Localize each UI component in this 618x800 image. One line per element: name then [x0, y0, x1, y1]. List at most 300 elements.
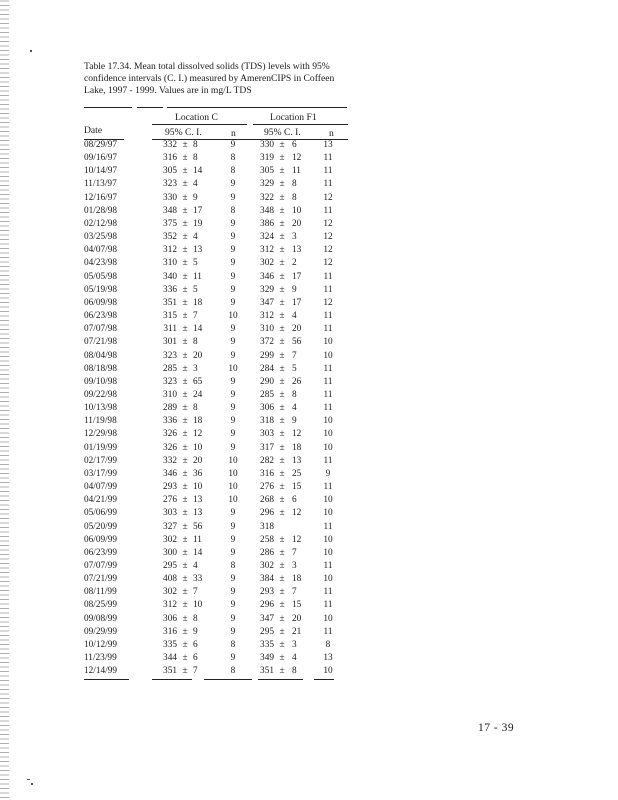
cell-location-c-plus-minus: ± [182, 561, 188, 571]
cell-location-f-n: 10 [323, 613, 333, 624]
cell-location-f-plus-minus: ± [279, 587, 285, 598]
cell-date: 06/09/98 [84, 297, 118, 308]
header-location-c: Location C [175, 112, 218, 123]
cell-location-f-plus-minus: ± [279, 297, 285, 308]
cell-location-f-mean: 258 [260, 534, 274, 545]
cell-location-f-mean: 306 [260, 403, 274, 414]
table-row [0, 139, 618, 152]
cell-location-f-plus-minus: ± [279, 350, 285, 361]
cell-location-f-mean: 295 [260, 626, 274, 637]
cell-location-f-plus-minus: ± [279, 442, 285, 453]
table-row [0, 178, 618, 191]
cell-date: 09/10/98 [84, 376, 118, 387]
cell-location-f-n: 10 [323, 666, 333, 677]
cell-location-f-ci: 8 [292, 179, 297, 190]
header-rule-location-c [152, 124, 247, 125]
cell-location-c-n: 9 [230, 508, 236, 519]
cell-location-c-n: 9 [230, 403, 236, 414]
cell-date: 09/16/97 [84, 153, 118, 164]
cell-location-f-plus-minus: ± [279, 324, 285, 335]
table-row [0, 481, 618, 494]
cell-location-c-mean: 312 [163, 600, 177, 611]
cell-location-c-mean: 316 [163, 153, 177, 164]
cell-location-f-mean: 330 [260, 140, 274, 150]
cell-location-f-ci: 18 [292, 442, 302, 453]
cell-location-c-n: 8 [230, 205, 236, 216]
cell-location-f-n: 13 [323, 140, 333, 150]
cell-location-c-ci: 20 [193, 350, 203, 361]
cell-location-c-plus-minus: ± [182, 140, 188, 150]
cell-location-f-ci: 4 [292, 653, 297, 664]
table-row [0, 336, 618, 349]
cell-location-f-n: 11 [323, 521, 333, 532]
cell-date: 01/28/98 [84, 205, 118, 216]
cell-location-f-n: 10 [323, 574, 333, 585]
cell-location-f-mean: 346 [260, 271, 274, 282]
cell-location-f-mean: 347 [260, 613, 274, 624]
cell-location-c-n: 9 [230, 416, 236, 427]
cell-location-c-mean: 312 [163, 245, 177, 256]
cell-location-f-plus-minus: ± [279, 534, 285, 545]
cell-location-f-plus-minus: ± [279, 376, 285, 387]
cell-location-f-ci: 18 [292, 574, 302, 585]
cell-location-c-plus-minus: ± [182, 205, 188, 216]
header-location-f: Location F1 [270, 112, 317, 123]
table-bottom-rule [152, 679, 192, 680]
cell-location-f-n: 11 [323, 324, 333, 335]
cell-date: 09/08/99 [84, 613, 118, 624]
cell-date: 05/06/99 [84, 508, 118, 519]
cell-location-c-plus-minus: ± [182, 297, 188, 308]
table-row [0, 376, 618, 389]
cell-location-f-ci: 8 [292, 666, 297, 677]
cell-location-c-n: 9 [230, 626, 236, 637]
cell-location-f-mean: 305 [260, 166, 274, 177]
cell-location-f-mean: 322 [260, 192, 274, 203]
cell-date: 05/20/99 [84, 521, 118, 532]
cell-location-c-n: 9 [230, 653, 236, 664]
header-date: Date [84, 125, 103, 136]
cell-location-c-ci: 14 [193, 324, 203, 335]
table-row [0, 284, 618, 297]
cell-location-f-ci: 3 [292, 232, 297, 243]
cell-location-c-ci: 10 [193, 482, 203, 493]
cell-location-c-ci: 6 [193, 639, 198, 650]
cell-location-f-plus-minus: ± [279, 218, 285, 229]
cell-location-c-plus-minus: ± [182, 639, 188, 650]
cell-date: 10/14/97 [84, 166, 118, 177]
cell-location-c-plus-minus: ± [182, 666, 188, 677]
table-row [0, 626, 618, 639]
cell-location-f-ci: 4 [292, 311, 297, 322]
table-row [0, 442, 618, 455]
table-row [0, 652, 618, 665]
cell-location-f-plus-minus: ± [279, 179, 285, 190]
cell-location-c-n: 9 [230, 258, 236, 269]
cell-location-c-mean: 336 [163, 284, 177, 295]
cell-location-c-mean: 335 [163, 639, 177, 650]
cell-location-f-n: 11 [323, 153, 333, 164]
cell-location-f-ci: 8 [292, 192, 297, 203]
cell-location-f-mean: 303 [260, 429, 274, 440]
cell-location-f-n: 10 [323, 429, 333, 440]
cell-location-c-mean: 310 [163, 258, 177, 269]
cell-location-c-mean: 303 [163, 508, 177, 519]
cell-location-c-mean: 408 [163, 574, 177, 585]
cell-location-f-mean: 302 [260, 258, 274, 269]
cell-location-f-n: 10 [323, 547, 333, 558]
cell-location-f-plus-minus: ± [279, 389, 285, 400]
cell-location-c-mean: 289 [163, 403, 177, 414]
table-row [0, 205, 618, 218]
cell-location-c-plus-minus: ± [182, 600, 188, 611]
cell-location-f-plus-minus: ± [279, 561, 285, 571]
table-row [0, 521, 618, 534]
cell-location-c-ci: 8 [193, 140, 198, 150]
cell-location-c-mean: 326 [163, 429, 177, 440]
cell-location-c-n: 9 [230, 297, 236, 308]
cell-date: 10/13/98 [84, 403, 118, 414]
cell-location-c-ci: 6 [193, 653, 198, 664]
cell-location-f-mean: 349 [260, 653, 274, 664]
table-row [0, 415, 618, 428]
cell-location-c-mean: 285 [163, 363, 177, 374]
cell-location-f-ci: 9 [292, 416, 297, 427]
cell-location-f-plus-minus: ± [279, 363, 285, 374]
cell-location-c-plus-minus: ± [182, 232, 188, 243]
cell-location-c-mean: 323 [163, 179, 177, 190]
cell-location-c-mean: 323 [163, 376, 177, 387]
cell-location-c-n: 8 [230, 153, 236, 164]
cell-location-c-mean: 295 [163, 561, 177, 571]
cell-location-f-ci: 7 [292, 547, 297, 558]
cell-location-c-mean: 340 [163, 271, 177, 282]
cell-location-c-plus-minus: ± [182, 271, 188, 282]
cell-location-c-ci: 7 [193, 587, 198, 598]
cell-location-f-mean: 282 [260, 455, 274, 466]
cell-location-c-n: 9 [230, 587, 236, 598]
cell-date: 11/23/99 [84, 653, 117, 664]
cell-location-c-plus-minus: ± [182, 245, 188, 256]
cell-location-c-n: 9 [230, 192, 236, 203]
table-row [0, 152, 618, 165]
cell-location-c-n: 9 [230, 376, 236, 387]
cell-date: 07/07/99 [84, 561, 118, 571]
cell-date: 03/17/99 [84, 468, 118, 479]
cell-location-c-n: 9 [230, 350, 236, 361]
cell-location-f-ci: 13 [292, 245, 302, 256]
cell-location-f-n: 11 [323, 455, 333, 466]
cell-location-c-plus-minus: ± [182, 192, 188, 203]
cell-location-f-mean: 318 [260, 416, 274, 427]
caption-underline [84, 107, 132, 108]
cell-location-f-n: 10 [323, 350, 333, 361]
cell-location-f-ci: 25 [292, 468, 302, 479]
cell-location-f-ci: 6 [292, 495, 297, 506]
cell-date: 03/25/98 [84, 232, 118, 243]
cell-date: 07/21/98 [84, 337, 118, 348]
table-row [0, 639, 618, 652]
cell-location-f-plus-minus: ± [279, 258, 285, 269]
cell-location-c-n: 9 [230, 547, 236, 558]
cell-location-c-n: 9 [230, 389, 236, 400]
cell-location-f-ci: 3 [292, 561, 297, 571]
cell-location-f-n: 12 [323, 297, 333, 308]
cell-location-f-ci: 11 [292, 166, 301, 177]
cell-location-c-ci: 14 [193, 166, 203, 177]
cell-location-f-mean: 335 [260, 639, 274, 650]
cell-location-c-ci: 56 [193, 521, 203, 532]
cell-location-f-n: 11 [323, 600, 333, 611]
header-n-c: n [231, 128, 236, 139]
cell-location-f-mean: 319 [260, 153, 274, 164]
table-row [0, 323, 618, 336]
cell-location-f-n: 11 [323, 311, 333, 322]
cell-location-f-n: 11 [323, 205, 333, 216]
cell-location-c-mean: 293 [163, 482, 177, 493]
cell-date: 10/12/99 [84, 639, 118, 650]
cell-location-f-ci: 12 [292, 534, 302, 545]
cell-location-c-plus-minus: ± [182, 179, 188, 190]
cell-date: 12/16/97 [84, 192, 118, 203]
cell-location-c-mean: 300 [163, 547, 177, 558]
table-row [0, 665, 618, 678]
cell-location-f-ci: 7 [292, 350, 297, 361]
scan-speck [27, 779, 30, 780]
cell-location-c-mean: 316 [163, 626, 177, 637]
cell-location-c-n: 10 [228, 482, 238, 493]
cell-location-c-plus-minus: ± [182, 429, 188, 440]
cell-location-c-n: 10 [228, 311, 238, 322]
cell-location-f-n: 8 [325, 639, 331, 650]
cell-location-f-n: 13 [323, 653, 333, 664]
cell-location-f-plus-minus: ± [279, 140, 285, 150]
cell-location-c-mean: 276 [163, 495, 177, 506]
table-row [0, 534, 618, 547]
cell-location-f-ci: 6 [292, 140, 297, 150]
cell-location-c-n: 9 [230, 179, 236, 190]
cell-location-f-mean: 329 [260, 179, 274, 190]
cell-location-c-ci: 11 [193, 534, 202, 545]
table-caption: Table 17.34. Mean total dissolved solids (TDS) levels with 95% confidence intervals (C. I.) measured by AmerenCIPS in Coffeen Lake, 1997 - 1999. Values are in mg/L TDS [84, 61, 335, 96]
cell-location-c-mean: 351 [163, 297, 177, 308]
table-row [0, 297, 618, 310]
cell-date: 04/21/99 [84, 495, 118, 506]
cell-location-c-mean: 306 [163, 613, 177, 624]
table-row [0, 350, 618, 363]
cell-location-f-ci: 2 [292, 258, 297, 269]
cell-location-f-n: 10 [323, 495, 333, 506]
cell-location-c-mean: 302 [163, 534, 177, 545]
cell-location-c-ci: 19 [193, 218, 203, 229]
table-row [0, 494, 618, 507]
cell-location-c-mean: 326 [163, 442, 177, 453]
cell-location-f-plus-minus: ± [279, 311, 285, 322]
cell-location-c-n: 10 [228, 455, 238, 466]
cell-location-f-plus-minus: ± [279, 574, 285, 585]
cell-location-f-plus-minus: ± [279, 232, 285, 243]
cell-date: 01/19/99 [84, 442, 118, 453]
cell-location-c-n: 8 [230, 166, 236, 177]
cell-location-f-n: 11 [323, 403, 333, 414]
cell-location-c-ci: 10 [193, 442, 203, 453]
cell-location-f-n: 12 [323, 258, 333, 269]
cell-location-c-mean: 346 [163, 468, 177, 479]
cell-date: 05/19/98 [84, 284, 118, 295]
cell-location-c-ci: 5 [193, 284, 198, 295]
cell-location-c-n: 8 [230, 666, 236, 677]
table-row [0, 428, 618, 441]
cell-location-c-plus-minus: ± [182, 574, 188, 585]
cell-location-f-plus-minus: ± [279, 416, 285, 427]
cell-location-c-plus-minus: ± [182, 376, 188, 387]
cell-location-f-mean: 299 [260, 350, 274, 361]
cell-location-f-mean: 317 [260, 442, 274, 453]
cell-location-f-n: 9 [325, 468, 331, 479]
cell-location-f-ci: 12 [292, 153, 302, 164]
cell-location-f-n: 11 [323, 389, 333, 400]
cell-location-c-plus-minus: ± [182, 311, 188, 322]
cell-location-c-n: 9 [230, 245, 236, 256]
cell-location-c-ci: 18 [193, 297, 203, 308]
cell-location-f-ci: 12 [292, 508, 302, 519]
cell-date: 04/07/98 [84, 245, 118, 256]
cell-location-c-plus-minus: ± [182, 587, 188, 598]
cell-location-c-plus-minus: ± [182, 153, 188, 164]
table-row [0, 389, 618, 402]
cell-location-c-n: 9 [230, 600, 236, 611]
table-row [0, 363, 618, 376]
cell-location-f-n: 12 [323, 192, 333, 203]
cell-location-c-ci: 13 [193, 508, 203, 519]
cell-date: 09/22/98 [84, 389, 118, 400]
cell-location-f-ci: 15 [292, 600, 302, 611]
cell-location-c-ci: 8 [193, 613, 198, 624]
cell-location-f-mean: 329 [260, 284, 274, 295]
table-row [0, 257, 618, 270]
cell-date: 11/13/97 [84, 179, 117, 190]
cell-location-f-mean: 347 [260, 297, 274, 308]
page-number: 17 - 39 [478, 722, 515, 734]
cell-location-c-mean: 352 [163, 232, 177, 243]
cell-location-f-n: 11 [323, 482, 333, 493]
cell-date: 08/18/98 [84, 363, 118, 374]
cell-location-c-mean: 330 [163, 192, 177, 203]
cell-location-c-plus-minus: ± [182, 166, 188, 177]
cell-location-c-n: 8 [230, 639, 236, 650]
cell-location-f-mean: 348 [260, 205, 274, 216]
cell-location-f-mean: 324 [260, 232, 274, 243]
cell-location-c-n: 9 [230, 442, 236, 453]
cell-location-c-plus-minus: ± [182, 495, 188, 506]
table-row [0, 547, 618, 560]
cell-location-c-ci: 4 [193, 561, 198, 571]
cell-location-f-n: 10 [323, 508, 333, 519]
cell-date: 05/05/98 [84, 271, 118, 282]
cell-location-f-n: 12 [323, 245, 333, 256]
caption-underline [137, 107, 163, 108]
table-row [0, 507, 618, 520]
cell-location-f-n: 11 [323, 166, 333, 177]
cell-location-f-mean: 284 [260, 363, 274, 374]
cell-date: 09/29/99 [84, 626, 118, 637]
cell-location-c-plus-minus: ± [182, 363, 188, 374]
table-row [0, 231, 618, 244]
cell-location-c-plus-minus: ± [182, 508, 188, 519]
cell-date: 07/21/99 [84, 574, 118, 585]
cell-location-c-ci: 20 [193, 455, 203, 466]
cell-location-f-n: 10 [323, 534, 333, 545]
table-row [0, 165, 618, 178]
cell-location-f-mean: 384 [260, 574, 274, 585]
cell-location-c-plus-minus: ± [182, 468, 188, 479]
header-ci-f: 95% C. I. [264, 127, 301, 138]
cell-date: 08/29/97 [84, 140, 118, 150]
cell-location-f-plus-minus: ± [279, 403, 285, 414]
cell-location-c-ci: 36 [193, 468, 203, 479]
table-row [0, 586, 618, 599]
table-row [0, 244, 618, 257]
cell-location-c-plus-minus: ± [182, 324, 188, 335]
cell-location-f-plus-minus: ± [279, 337, 285, 348]
scan-speck [31, 783, 33, 785]
cell-location-f-ci: 20 [292, 324, 302, 335]
cell-location-f-ci: 20 [292, 613, 302, 624]
cell-location-c-plus-minus: ± [182, 626, 188, 637]
table-row [0, 310, 618, 323]
cell-location-c-plus-minus: ± [182, 218, 188, 229]
cell-location-c-ci: 4 [193, 232, 198, 243]
cell-location-f-plus-minus: ± [279, 192, 285, 203]
cell-location-c-ci: 18 [193, 416, 203, 427]
cell-location-f-ci: 26 [292, 376, 302, 387]
cell-location-f-n: 11 [323, 626, 333, 637]
cell-location-c-mean: 336 [163, 416, 177, 427]
cell-location-f-mean: 318 [260, 521, 274, 532]
cell-location-f-plus-minus: ± [279, 495, 285, 506]
cell-location-c-n: 10 [228, 468, 238, 479]
cell-location-f-n: 11 [323, 561, 333, 571]
cell-location-c-ci: 7 [193, 311, 198, 322]
cell-location-c-n: 9 [230, 232, 236, 243]
cell-location-f-n: 10 [323, 416, 333, 427]
cell-location-f-ci: 20 [292, 218, 302, 229]
cell-location-c-ci: 8 [193, 337, 198, 348]
cell-location-f-mean: 351 [260, 666, 274, 677]
cell-location-f-mean: 310 [260, 324, 274, 335]
cell-location-f-mean: 316 [260, 468, 274, 479]
cell-location-c-ci: 14 [193, 547, 203, 558]
table-bottom-rule [204, 679, 252, 680]
cell-location-c-n: 9 [230, 284, 236, 295]
table-bottom-rule [258, 679, 303, 680]
cell-location-c-ci: 5 [193, 258, 198, 269]
cell-location-c-ci: 13 [193, 245, 203, 256]
cell-location-f-n: 11 [323, 376, 333, 387]
cell-location-f-ci: 10 [292, 205, 302, 216]
cell-location-f-ci: 4 [292, 403, 297, 414]
header-ci-c: 95% C. I. [165, 127, 202, 138]
cell-location-c-ci: 3 [193, 363, 198, 374]
cell-location-c-ci: 11 [193, 271, 202, 282]
cell-location-c-mean: 348 [163, 205, 177, 216]
cell-location-f-plus-minus: ± [279, 153, 285, 164]
cell-location-c-ci: 33 [193, 574, 203, 585]
cell-date: 02/12/98 [84, 218, 118, 229]
cell-location-f-ci: 12 [292, 429, 302, 440]
cell-location-f-ci: 21 [292, 626, 302, 637]
cell-location-c-plus-minus: ± [182, 653, 188, 664]
